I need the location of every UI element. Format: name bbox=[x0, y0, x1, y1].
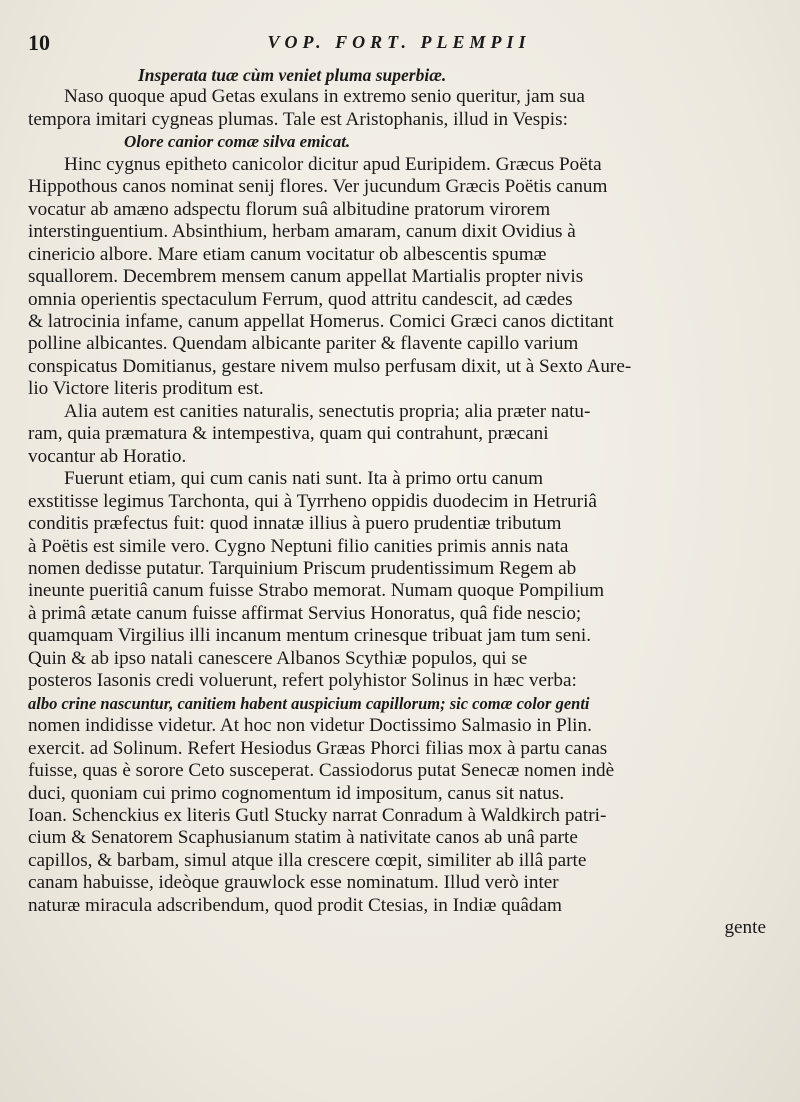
text-line: & latrocinia infame, canum appellat Homerus. Comici Græci canos dictitant bbox=[28, 310, 614, 332]
text-line: vocantur ab Horatio. bbox=[28, 445, 187, 467]
text-line: nomen dedisse putatur. Tarquinium Priscum prudentissimum Regem ab bbox=[28, 557, 577, 579]
text-line: ram, quia præmatura & intempestiva, quam qui contrahunt, præcani bbox=[28, 423, 549, 445]
text-line: vocatur ab amæno adspectu florum suâ albitudine pratorum virorem bbox=[28, 198, 551, 220]
text-line: nomen indidisse videtur. At hoc non videtur Doctissimo Salmasio in Plin. bbox=[28, 715, 592, 737]
text-line: Hippothous canos nominat senij flores. Ver jucundum Græcis Poëtis canum bbox=[28, 176, 608, 198]
text-line: cium & Senatorem Scaphusianum statim à nativitate canos ab unâ parte bbox=[28, 827, 578, 849]
verse-line: Olore canior comæ silva emicat. bbox=[124, 132, 351, 152]
text-line: fuisse, quas è sorore Ceto susceperat. Cassiodorus putat Senecæ nomen indè bbox=[28, 760, 615, 782]
page-number: 10 bbox=[28, 30, 50, 55]
body-text bbox=[28, 64, 770, 940]
text-line: Fuerunt etiam, qui cum canis nati sunt. Ita à primo ortu canum bbox=[64, 468, 544, 490]
text-line: Alia autem est canities naturalis, senectutis propria; alia præter natu- bbox=[64, 400, 591, 422]
text-line: Quin & ab ipso natali canescere Albanos Scythiæ populos, qui se bbox=[28, 647, 528, 669]
catchword: gente bbox=[724, 917, 766, 939]
text-line: omnia operientis spectaculum Ferrum, quod attritu candescit, ad cædes bbox=[28, 288, 573, 310]
verse-line: Insperata tuæ cùm veniet pluma superbiæ. bbox=[138, 65, 447, 85]
text-line: lio Victore literis proditum est. bbox=[28, 378, 264, 400]
text-line: à Poëtis est simile vero. Cygno Neptuni filio canities primis annis nata bbox=[28, 535, 569, 557]
page-header bbox=[28, 30, 770, 60]
text-line: canam habuisse, ideòque grauwlock esse nominatum. Illud verò inter bbox=[28, 872, 559, 894]
text-line: capillos, & barbam, simul atque illa crescere cœpit, similiter ab illâ parte bbox=[28, 849, 587, 871]
text-line: exstitisse legimus Tarchonta, qui à Tyrrheno oppidis duodecim in Hetruriâ bbox=[28, 490, 597, 512]
text-line: conspicatus Domitianus, gestare nivem mulso perfusam dixit, ut à Sexto Aure- bbox=[28, 355, 632, 377]
text-line: interstinguentium. Absinthium, herbam amaram, canum dixit Ovidius à bbox=[28, 221, 576, 243]
text-line: posteros Iasonis credi voluerunt, refert polyhistor Solinus in hæc verba: bbox=[28, 670, 577, 692]
quote-line: albo crine nascuntur, canitiem habent auspicium capillorum; sic comæ color genti bbox=[28, 693, 590, 713]
text-line: Ioan. Schenckius ex literis Gutl Stucky narrat Conradum à Waldkirch patri- bbox=[28, 804, 607, 826]
text-line: squallorem. Decembrem mensem canum appellat Martialis propter nivis bbox=[28, 266, 584, 288]
text-line: naturæ miracula adscribendum, quod prodit Ctesias, in Indiæ quâdam bbox=[28, 894, 562, 916]
text-line: quamquam Virgilius illi incanum mentum crinesque tribuat jam tum seni. bbox=[28, 625, 592, 647]
text-line: conditis præfectus fuit: quod innatæ illius à puero prudentiæ tributum bbox=[28, 513, 562, 535]
text-line: polline albicantes. Quendam albicante pariter & flavente capillo varium bbox=[28, 333, 579, 355]
text-line: exercit. ad Solinum. Refert Hesiodus Græas Phorci filias mox à partu canas bbox=[28, 737, 608, 759]
text-line: Naso quoque apud Getas exulans in extremo senio queritur, jam sua bbox=[64, 86, 585, 108]
text-line: tempora imitari cygneas plumas. Tale est Aristophanis, illud in Vespis: bbox=[28, 108, 568, 130]
text-line: Hinc cygnus epitheto canicolor dicitur apud Euripidem. Græcus Poëta bbox=[64, 153, 602, 175]
text-line: cinericio albore. Mare etiam canum vocitatur ob albescentis spumæ bbox=[28, 243, 547, 265]
text-line: ineunte pueritiâ canum fuisse Strabo memorat. Numam quoque Pompilium bbox=[28, 580, 605, 602]
text-line: duci, quoniam cui primo cognomentum id impositum, canus sit natus. bbox=[28, 782, 565, 804]
text-line: à primâ ætate canum fuisse affirmat Servius Honoratus, quâ fide nescio; bbox=[28, 602, 582, 624]
running-title: VOP. FORT. PLEMPII bbox=[267, 32, 531, 52]
